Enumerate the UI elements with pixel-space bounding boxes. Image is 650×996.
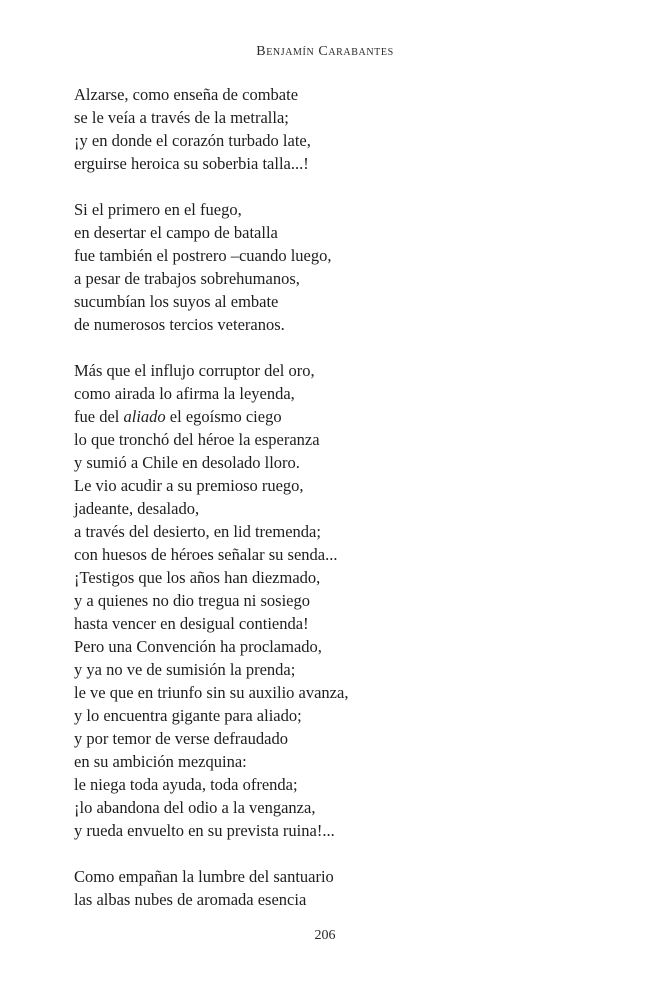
poem-line: con huesos de héroes señalar su senda... [74,545,338,564]
poem-line: a pesar de trabajos sobrehumanos, [74,269,300,288]
poem-line: en su ambición mezquina: [74,752,247,771]
page-number: 206 [314,928,336,943]
poem-line: Pero una Convención ha proclamado, [74,637,322,656]
poem-line: se le veía a través de la metralla; [74,108,289,127]
poem-line-with-italic [74,405,594,428]
stanza-3 [74,359,594,842]
line-segment: fue del [74,407,124,426]
stanza-1 [74,83,594,175]
poem-line: erguirse heroica su soberbia talla...! [74,154,309,173]
poem-line: hasta vencer en desigual contienda! [74,614,309,633]
poem-line: lo que tronchó del héroe la esperanza [74,430,320,449]
poem-line: le niega toda ayuda, toda ofrenda; [74,775,298,794]
poem-body [74,83,594,934]
poem-line: y sumió a Chile en desolado lloro. [74,453,300,472]
italic-word: aliado [123,407,166,426]
poem-line: Alzarse, como enseña de combate [74,85,299,104]
poem-line: las albas nubes de aromada esencia [74,890,307,909]
poem-line: de numerosos tercios veteranos. [74,315,285,334]
poem-line: y rueda envuelto en su prevista ruina!... [74,821,335,840]
poem-line: en desertar el campo de batalla [74,223,278,242]
poem-line: y ya no ve de sumisión la prenda; [74,660,296,679]
stanza-4 [74,865,594,911]
poem-line: sucumbían los suyos al embate [74,292,279,311]
poem-line: a través del desierto, en lid tremenda; [74,522,321,541]
poem-line: jadeante, desalado, [74,499,200,518]
poem-line: y lo encuentra gigante para aliado; [74,706,302,725]
poem-line: ¡y en donde el corazón turbado late, [74,131,311,150]
line-segment: el egoísmo ciego [165,407,282,426]
poem-line: le ve que en triunfo sin su auxilio avanza, [74,683,349,702]
poem-line: como airada lo afirma la leyenda, [74,384,295,403]
poem-line: Le vio acudir a su premioso ruego, [74,476,304,495]
running-header: Benjamín Carabantes [256,44,394,59]
poem-line: Como empañan la lumbre del santuario [74,867,334,886]
poem-line: ¡Testigos que los años han diezmado, [74,568,321,587]
poem-line: fue también el postrero –cuando luego, [74,246,332,265]
poem-line: y a quienes no dio tregua ni sosiego [74,591,310,610]
poem-line: Si el primero en el fuego, [74,200,242,219]
stanza-2 [74,198,594,336]
poem-line: Más que el influjo corruptor del oro, [74,361,315,380]
poem-line: y por temor de verse defraudado [74,729,288,748]
poem-line: ¡lo abandona del odio a la venganza, [74,798,316,817]
